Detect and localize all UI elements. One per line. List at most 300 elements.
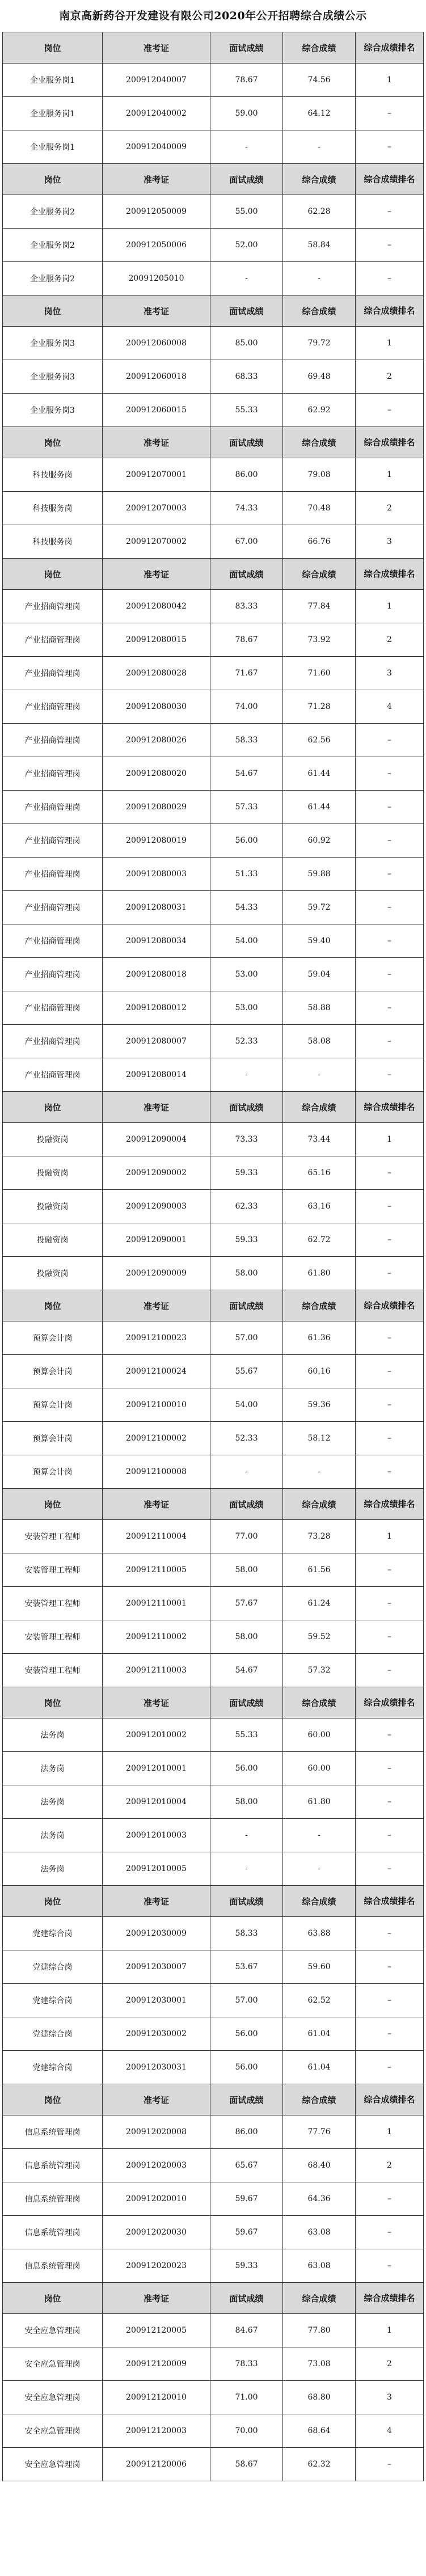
header-total-score: 综合成绩 [283, 427, 356, 458]
ticket-number-cell: 200912080019 [103, 824, 210, 858]
total-score-cell: 63.08 [283, 2249, 356, 2283]
rank-cell: – [356, 2448, 424, 2481]
post-cell: 企业服务岗3 [3, 360, 103, 394]
post-cell: 安全应急管理岗 [3, 2414, 103, 2448]
table-row [3, 2115, 424, 2149]
rank-cell: – [356, 1852, 424, 1886]
table-row [3, 525, 424, 559]
rank-cell: – [356, 2249, 424, 2283]
total-score-cell: 68.80 [283, 2381, 356, 2414]
interview-score-cell: 74.33 [210, 492, 283, 525]
interview-score-cell: 53.00 [210, 991, 283, 1025]
total-score-cell: 70.48 [283, 492, 356, 525]
header-rank: 综合成绩排名 [356, 295, 424, 327]
rank-cell: – [356, 2182, 424, 2216]
header-interview-score: 面试成绩 [210, 427, 283, 458]
rank-cell: 4 [356, 690, 424, 724]
interview-score-cell: 65.67 [210, 2149, 283, 2182]
total-score-cell: 62.52 [283, 1984, 356, 2017]
interview-score-cell: 71.67 [210, 657, 283, 690]
table-row [3, 1752, 424, 1785]
rank-cell: – [356, 757, 424, 791]
ticket-number-cell: 200912080034 [103, 924, 210, 958]
rank-cell: 3 [356, 2381, 424, 2414]
table-row [3, 229, 424, 262]
total-score-cell: 61.56 [283, 1553, 356, 1587]
header-ticket: 准考证 [103, 1489, 210, 1520]
post-cell: 法务岗 [3, 1785, 103, 1819]
total-score-cell: 58.08 [283, 1025, 356, 1058]
table-row [3, 1190, 424, 1223]
table-row [3, 1984, 424, 2017]
table-row [3, 991, 424, 1025]
interview-score-cell: 58.33 [210, 1917, 283, 1950]
interview-score-cell: 55.33 [210, 1718, 283, 1752]
table-row [3, 1718, 424, 1752]
table-row [3, 2017, 424, 2051]
total-score-cell: 73.92 [283, 623, 356, 657]
interview-score-cell: 85.00 [210, 327, 283, 360]
interview-score-cell: 54.67 [210, 1654, 283, 1687]
header-total-score: 综合成绩 [283, 1886, 356, 1917]
table-row [3, 97, 424, 130]
post-cell: 安全应急管理岗 [3, 2381, 103, 2414]
post-cell: 党建综合岗 [3, 1950, 103, 1984]
table-row [3, 757, 424, 791]
total-score-cell: 61.04 [283, 2017, 356, 2051]
post-cell: 产业招商管理岗 [3, 824, 103, 858]
ticket-number-cell: 200912030001 [103, 1984, 210, 2017]
table-row [3, 891, 424, 924]
ticket-number-cell: 200912010002 [103, 1718, 210, 1752]
interview-score-cell: - [210, 1058, 283, 1092]
total-score-cell: 73.08 [283, 2347, 356, 2381]
interview-score-cell: 57.00 [210, 1984, 283, 2017]
table-row [3, 327, 424, 360]
ticket-number-cell: 200912030002 [103, 2017, 210, 2051]
ticket-number-cell: 200912010004 [103, 1785, 210, 1819]
rank-cell: – [356, 1388, 424, 1422]
ticket-number-cell: 200912090003 [103, 1190, 210, 1223]
ticket-number-cell: 200912080030 [103, 690, 210, 724]
rank-cell: 1 [356, 458, 424, 492]
group-header-row [3, 1886, 424, 1917]
post-cell: 党建综合岗 [3, 1984, 103, 2017]
interview-score-cell: 74.00 [210, 690, 283, 724]
header-interview-score: 面试成绩 [210, 1687, 283, 1718]
header-interview-score: 面试成绩 [210, 32, 283, 64]
interview-score-cell: 62.33 [210, 1190, 283, 1223]
post-cell: 产业招商管理岗 [3, 757, 103, 791]
rank-cell: – [356, 858, 424, 891]
header-total-score: 综合成绩 [283, 1092, 356, 1123]
ticket-number-cell: 200912050009 [103, 195, 210, 229]
interview-score-cell: - [210, 262, 283, 295]
header-post: 岗位 [3, 32, 103, 64]
table-row [3, 791, 424, 824]
post-cell: 科技服务岗 [3, 458, 103, 492]
interview-score-cell: 58.00 [210, 1785, 283, 1819]
post-cell: 产业招商管理岗 [3, 791, 103, 824]
table-row [3, 958, 424, 991]
post-cell: 安全应急管理岗 [3, 2347, 103, 2381]
interview-score-cell: 53.00 [210, 958, 283, 991]
ticket-number-cell: 200912020010 [103, 2182, 210, 2216]
total-score-cell: - [283, 1058, 356, 1092]
rank-cell: – [356, 1984, 424, 2017]
post-cell: 信息系统管理岗 [3, 2182, 103, 2216]
header-ticket: 准考证 [103, 1687, 210, 1718]
post-cell: 企业服务岗1 [3, 64, 103, 97]
ticket-number-cell: 200912060015 [103, 394, 210, 427]
rank-cell: – [356, 1654, 424, 1687]
total-score-cell: 61.24 [283, 1587, 356, 1620]
interview-score-cell: - [210, 1455, 283, 1489]
table-row [3, 2249, 424, 2283]
group-header-row [3, 2084, 424, 2115]
total-score-cell: 64.36 [283, 2182, 356, 2216]
table-row [3, 1950, 424, 1984]
header-interview-score: 面试成绩 [210, 295, 283, 327]
table-row [3, 2448, 424, 2481]
ticket-number-cell: 200912100002 [103, 1422, 210, 1455]
table-row [3, 2414, 424, 2448]
rank-cell: – [356, 1620, 424, 1654]
header-total-score: 综合成绩 [283, 1290, 356, 1321]
table-row [3, 64, 424, 97]
header-post: 岗位 [3, 2084, 103, 2115]
total-score-cell: 63.08 [283, 2216, 356, 2249]
total-score-cell: 63.88 [283, 1917, 356, 1950]
header-ticket: 准考证 [103, 32, 210, 64]
post-cell: 信息系统管理岗 [3, 2249, 103, 2283]
table-row [3, 1422, 424, 1455]
ticket-number-cell: 200912100008 [103, 1455, 210, 1489]
group-header-row [3, 427, 424, 458]
rank-cell: – [356, 1257, 424, 1290]
post-cell: 企业服务岗3 [3, 394, 103, 427]
rank-cell: – [356, 1917, 424, 1950]
rank-cell: – [356, 1355, 424, 1388]
rank-cell: 3 [356, 525, 424, 559]
group-header-row [3, 32, 424, 64]
table-row [3, 924, 424, 958]
rank-cell: – [356, 130, 424, 164]
rank-cell: – [356, 1819, 424, 1852]
post-cell: 党建综合岗 [3, 1917, 103, 1950]
post-cell: 信息系统管理岗 [3, 2149, 103, 2182]
table-row [3, 2347, 424, 2381]
header-rank: 综合成绩排名 [356, 1687, 424, 1718]
rank-cell: – [356, 1587, 424, 1620]
table-row [3, 130, 424, 164]
header-post: 岗位 [3, 1489, 103, 1520]
table-row [3, 657, 424, 690]
table-row [3, 492, 424, 525]
header-interview-score: 面试成绩 [210, 2084, 283, 2115]
post-cell: 企业服务岗1 [3, 130, 103, 164]
rank-cell: 1 [356, 1520, 424, 1553]
post-cell: 预算会计岗 [3, 1422, 103, 1455]
post-cell: 安装管理工程师 [3, 1620, 103, 1654]
ticket-number-cell: 200912080029 [103, 791, 210, 824]
interview-score-cell: 84.67 [210, 2314, 283, 2347]
header-interview-score: 面试成绩 [210, 1092, 283, 1123]
header-post: 岗位 [3, 2283, 103, 2314]
interview-score-cell: 54.67 [210, 757, 283, 791]
total-score-cell: 74.56 [283, 64, 356, 97]
interview-score-cell: 70.00 [210, 2414, 283, 2448]
rank-cell: – [356, 229, 424, 262]
table-row [3, 1553, 424, 1587]
total-score-cell: 79.08 [283, 458, 356, 492]
rank-cell: 3 [356, 657, 424, 690]
interview-score-cell: 67.00 [210, 525, 283, 559]
rank-cell: – [356, 1156, 424, 1190]
header-rank: 综合成绩排名 [356, 1290, 424, 1321]
total-score-cell: 62.28 [283, 195, 356, 229]
total-score-cell: 62.72 [283, 1223, 356, 1257]
table-row [3, 360, 424, 394]
rank-cell: – [356, 1223, 424, 1257]
interview-score-cell: 59.33 [210, 1156, 283, 1190]
rank-cell: – [356, 2216, 424, 2249]
header-rank: 综合成绩排名 [356, 427, 424, 458]
post-cell: 安装管理工程师 [3, 1553, 103, 1587]
interview-score-cell: 57.00 [210, 1321, 283, 1355]
post-cell: 产业招商管理岗 [3, 724, 103, 757]
total-score-cell: 69.48 [283, 360, 356, 394]
total-score-cell: 59.40 [283, 924, 356, 958]
header-rank: 综合成绩排名 [356, 32, 424, 64]
ticket-number-cell: 200912110003 [103, 1654, 210, 1687]
interview-score-cell: 59.67 [210, 2182, 283, 2216]
interview-score-cell: 55.33 [210, 394, 283, 427]
header-ticket: 准考证 [103, 164, 210, 195]
post-cell: 产业招商管理岗 [3, 858, 103, 891]
interview-score-cell: 53.67 [210, 1950, 283, 1984]
rank-cell: – [356, 1752, 424, 1785]
interview-score-cell: 56.00 [210, 2051, 283, 2084]
table-row [3, 724, 424, 757]
interview-score-cell: 58.33 [210, 724, 283, 757]
total-score-cell: 61.44 [283, 791, 356, 824]
total-score-cell: 60.16 [283, 1355, 356, 1388]
table-row [3, 1520, 424, 1553]
post-cell: 信息系统管理岗 [3, 2216, 103, 2249]
total-score-cell: 77.76 [283, 2115, 356, 2149]
ticket-number-cell: 200912080042 [103, 590, 210, 623]
total-score-cell: 58.12 [283, 1422, 356, 1455]
rank-cell: 2 [356, 360, 424, 394]
table-row [3, 1223, 424, 1257]
header-rank: 综合成绩排名 [356, 2084, 424, 2115]
total-score-cell: 62.92 [283, 394, 356, 427]
interview-score-cell: 86.00 [210, 458, 283, 492]
ticket-number-cell: 200912070003 [103, 492, 210, 525]
interview-score-cell: 58.67 [210, 2448, 283, 2481]
group-header-row [3, 559, 424, 590]
header-interview-score: 面试成绩 [210, 164, 283, 195]
post-cell: 产业招商管理岗 [3, 690, 103, 724]
rank-cell: 2 [356, 492, 424, 525]
rank-cell: 2 [356, 2149, 424, 2182]
ticket-number-cell: 200912120009 [103, 2347, 210, 2381]
total-score-cell: 77.80 [283, 2314, 356, 2347]
ticket-number-cell: 200912020023 [103, 2249, 210, 2283]
table-row [3, 195, 424, 229]
ticket-number-cell: 200912040007 [103, 64, 210, 97]
ticket-number-cell: 200912100010 [103, 1388, 210, 1422]
post-cell: 产业招商管理岗 [3, 891, 103, 924]
ticket-number-cell: 200912080028 [103, 657, 210, 690]
table-row [3, 262, 424, 295]
interview-score-cell: 59.67 [210, 2216, 283, 2249]
total-score-cell: 61.80 [283, 1785, 356, 1819]
total-score-cell: 59.88 [283, 858, 356, 891]
interview-score-cell: 71.00 [210, 2381, 283, 2414]
total-score-cell: 60.92 [283, 824, 356, 858]
rank-cell: – [356, 824, 424, 858]
ticket-number-cell: 200912080014 [103, 1058, 210, 1092]
total-score-cell: 61.80 [283, 1257, 356, 1290]
total-score-cell: - [283, 1819, 356, 1852]
interview-score-cell: 83.33 [210, 590, 283, 623]
interview-score-cell: 59.33 [210, 1223, 283, 1257]
ticket-number-cell: 200912090001 [103, 1223, 210, 1257]
header-post: 岗位 [3, 1092, 103, 1123]
rank-cell: – [356, 2017, 424, 2051]
table-row [3, 1257, 424, 1290]
header-interview-score: 面试成绩 [210, 2283, 283, 2314]
header-rank: 综合成绩排名 [356, 559, 424, 590]
post-cell: 信息系统管理岗 [3, 2115, 103, 2149]
header-rank: 综合成绩排名 [356, 164, 424, 195]
total-score-cell: - [283, 1455, 356, 1489]
ticket-number-cell: 200912030031 [103, 2051, 210, 2084]
rank-cell: 1 [356, 2314, 424, 2347]
post-cell: 党建综合岗 [3, 2051, 103, 2084]
post-cell: 投融资岗 [3, 1190, 103, 1223]
post-cell: 投融资岗 [3, 1223, 103, 1257]
post-cell: 科技服务岗 [3, 525, 103, 559]
header-ticket: 准考证 [103, 1092, 210, 1123]
post-cell: 产业招商管理岗 [3, 623, 103, 657]
rank-cell: – [356, 1718, 424, 1752]
table-row [3, 1388, 424, 1422]
ticket-number-cell: 200912070002 [103, 525, 210, 559]
table-row [3, 2149, 424, 2182]
post-cell: 投融资岗 [3, 1123, 103, 1156]
ticket-number-cell: 200912020003 [103, 2149, 210, 2182]
post-cell: 党建综合岗 [3, 2017, 103, 2051]
ticket-number-cell: 200912030009 [103, 1917, 210, 1950]
post-cell: 预算会计岗 [3, 1321, 103, 1355]
total-score-cell: 62.32 [283, 2448, 356, 2481]
post-cell: 投融资岗 [3, 1156, 103, 1190]
group-header-row [3, 1489, 424, 1520]
post-cell: 科技服务岗 [3, 492, 103, 525]
interview-score-cell: - [210, 130, 283, 164]
rank-cell: 1 [356, 2115, 424, 2149]
group-header-row [3, 1687, 424, 1718]
group-header-row [3, 164, 424, 195]
total-score-cell: 58.84 [283, 229, 356, 262]
interview-score-cell: 86.00 [210, 2115, 283, 2149]
interview-score-cell: 59.00 [210, 97, 283, 130]
total-score-cell: 71.28 [283, 690, 356, 724]
post-cell: 产业招商管理岗 [3, 657, 103, 690]
table-row [3, 458, 424, 492]
header-ticket: 准考证 [103, 295, 210, 327]
header-ticket: 准考证 [103, 2283, 210, 2314]
header-post: 岗位 [3, 427, 103, 458]
ticket-number-cell: 200912080018 [103, 958, 210, 991]
post-cell: 法务岗 [3, 1819, 103, 1852]
rank-cell: – [356, 394, 424, 427]
post-cell: 预算会计岗 [3, 1455, 103, 1489]
total-score-cell: 61.04 [283, 2051, 356, 2084]
total-score-cell: 61.44 [283, 757, 356, 791]
total-score-cell: 63.16 [283, 1190, 356, 1223]
rank-cell: 2 [356, 2347, 424, 2381]
ticket-number-cell: 200912080020 [103, 757, 210, 791]
ticket-number-cell: 200912020008 [103, 2115, 210, 2149]
header-rank: 综合成绩排名 [356, 2283, 424, 2314]
total-score-cell: 60.00 [283, 1752, 356, 1785]
header-interview-score: 面试成绩 [210, 1886, 283, 1917]
interview-score-cell: 78.67 [210, 623, 283, 657]
total-score-cell: 59.52 [283, 1620, 356, 1654]
total-score-cell: 58.88 [283, 991, 356, 1025]
header-ticket: 准考证 [103, 559, 210, 590]
post-cell: 安全应急管理岗 [3, 2314, 103, 2347]
group-header-row [3, 295, 424, 327]
table-row [3, 1654, 424, 1687]
rank-cell: – [356, 1950, 424, 1984]
header-ticket: 准考证 [103, 2084, 210, 2115]
ticket-number-cell: 200912120003 [103, 2414, 210, 2448]
header-total-score: 综合成绩 [283, 2084, 356, 2115]
total-score-cell: - [283, 262, 356, 295]
total-score-cell: 73.44 [283, 1123, 356, 1156]
header-interview-score: 面试成绩 [210, 1290, 283, 1321]
total-score-cell: 60.00 [283, 1718, 356, 1752]
interview-score-cell: 54.33 [210, 891, 283, 924]
table-row [3, 2216, 424, 2249]
ticket-number-cell: 200912060018 [103, 360, 210, 394]
table-row [3, 1587, 424, 1620]
header-total-score: 综合成绩 [283, 559, 356, 590]
header-rank: 综合成绩排名 [356, 1886, 424, 1917]
interview-score-cell: 73.33 [210, 1123, 283, 1156]
ticket-number-cell: 200912040002 [103, 97, 210, 130]
rank-cell: – [356, 991, 424, 1025]
header-total-score: 综合成绩 [283, 164, 356, 195]
ticket-number-cell: 200912080003 [103, 858, 210, 891]
total-score-cell: 59.36 [283, 1388, 356, 1422]
ticket-number-cell: 200912030007 [103, 1950, 210, 1984]
rank-cell: – [356, 1190, 424, 1223]
total-score-cell: 73.28 [283, 1520, 356, 1553]
total-score-cell: 57.32 [283, 1654, 356, 1687]
table-row [3, 1819, 424, 1852]
table-row [3, 1455, 424, 1489]
interview-score-cell: 52.00 [210, 229, 283, 262]
ticket-number-cell: 200912100024 [103, 1355, 210, 1388]
rank-cell: 1 [356, 64, 424, 97]
table-row [3, 2381, 424, 2414]
